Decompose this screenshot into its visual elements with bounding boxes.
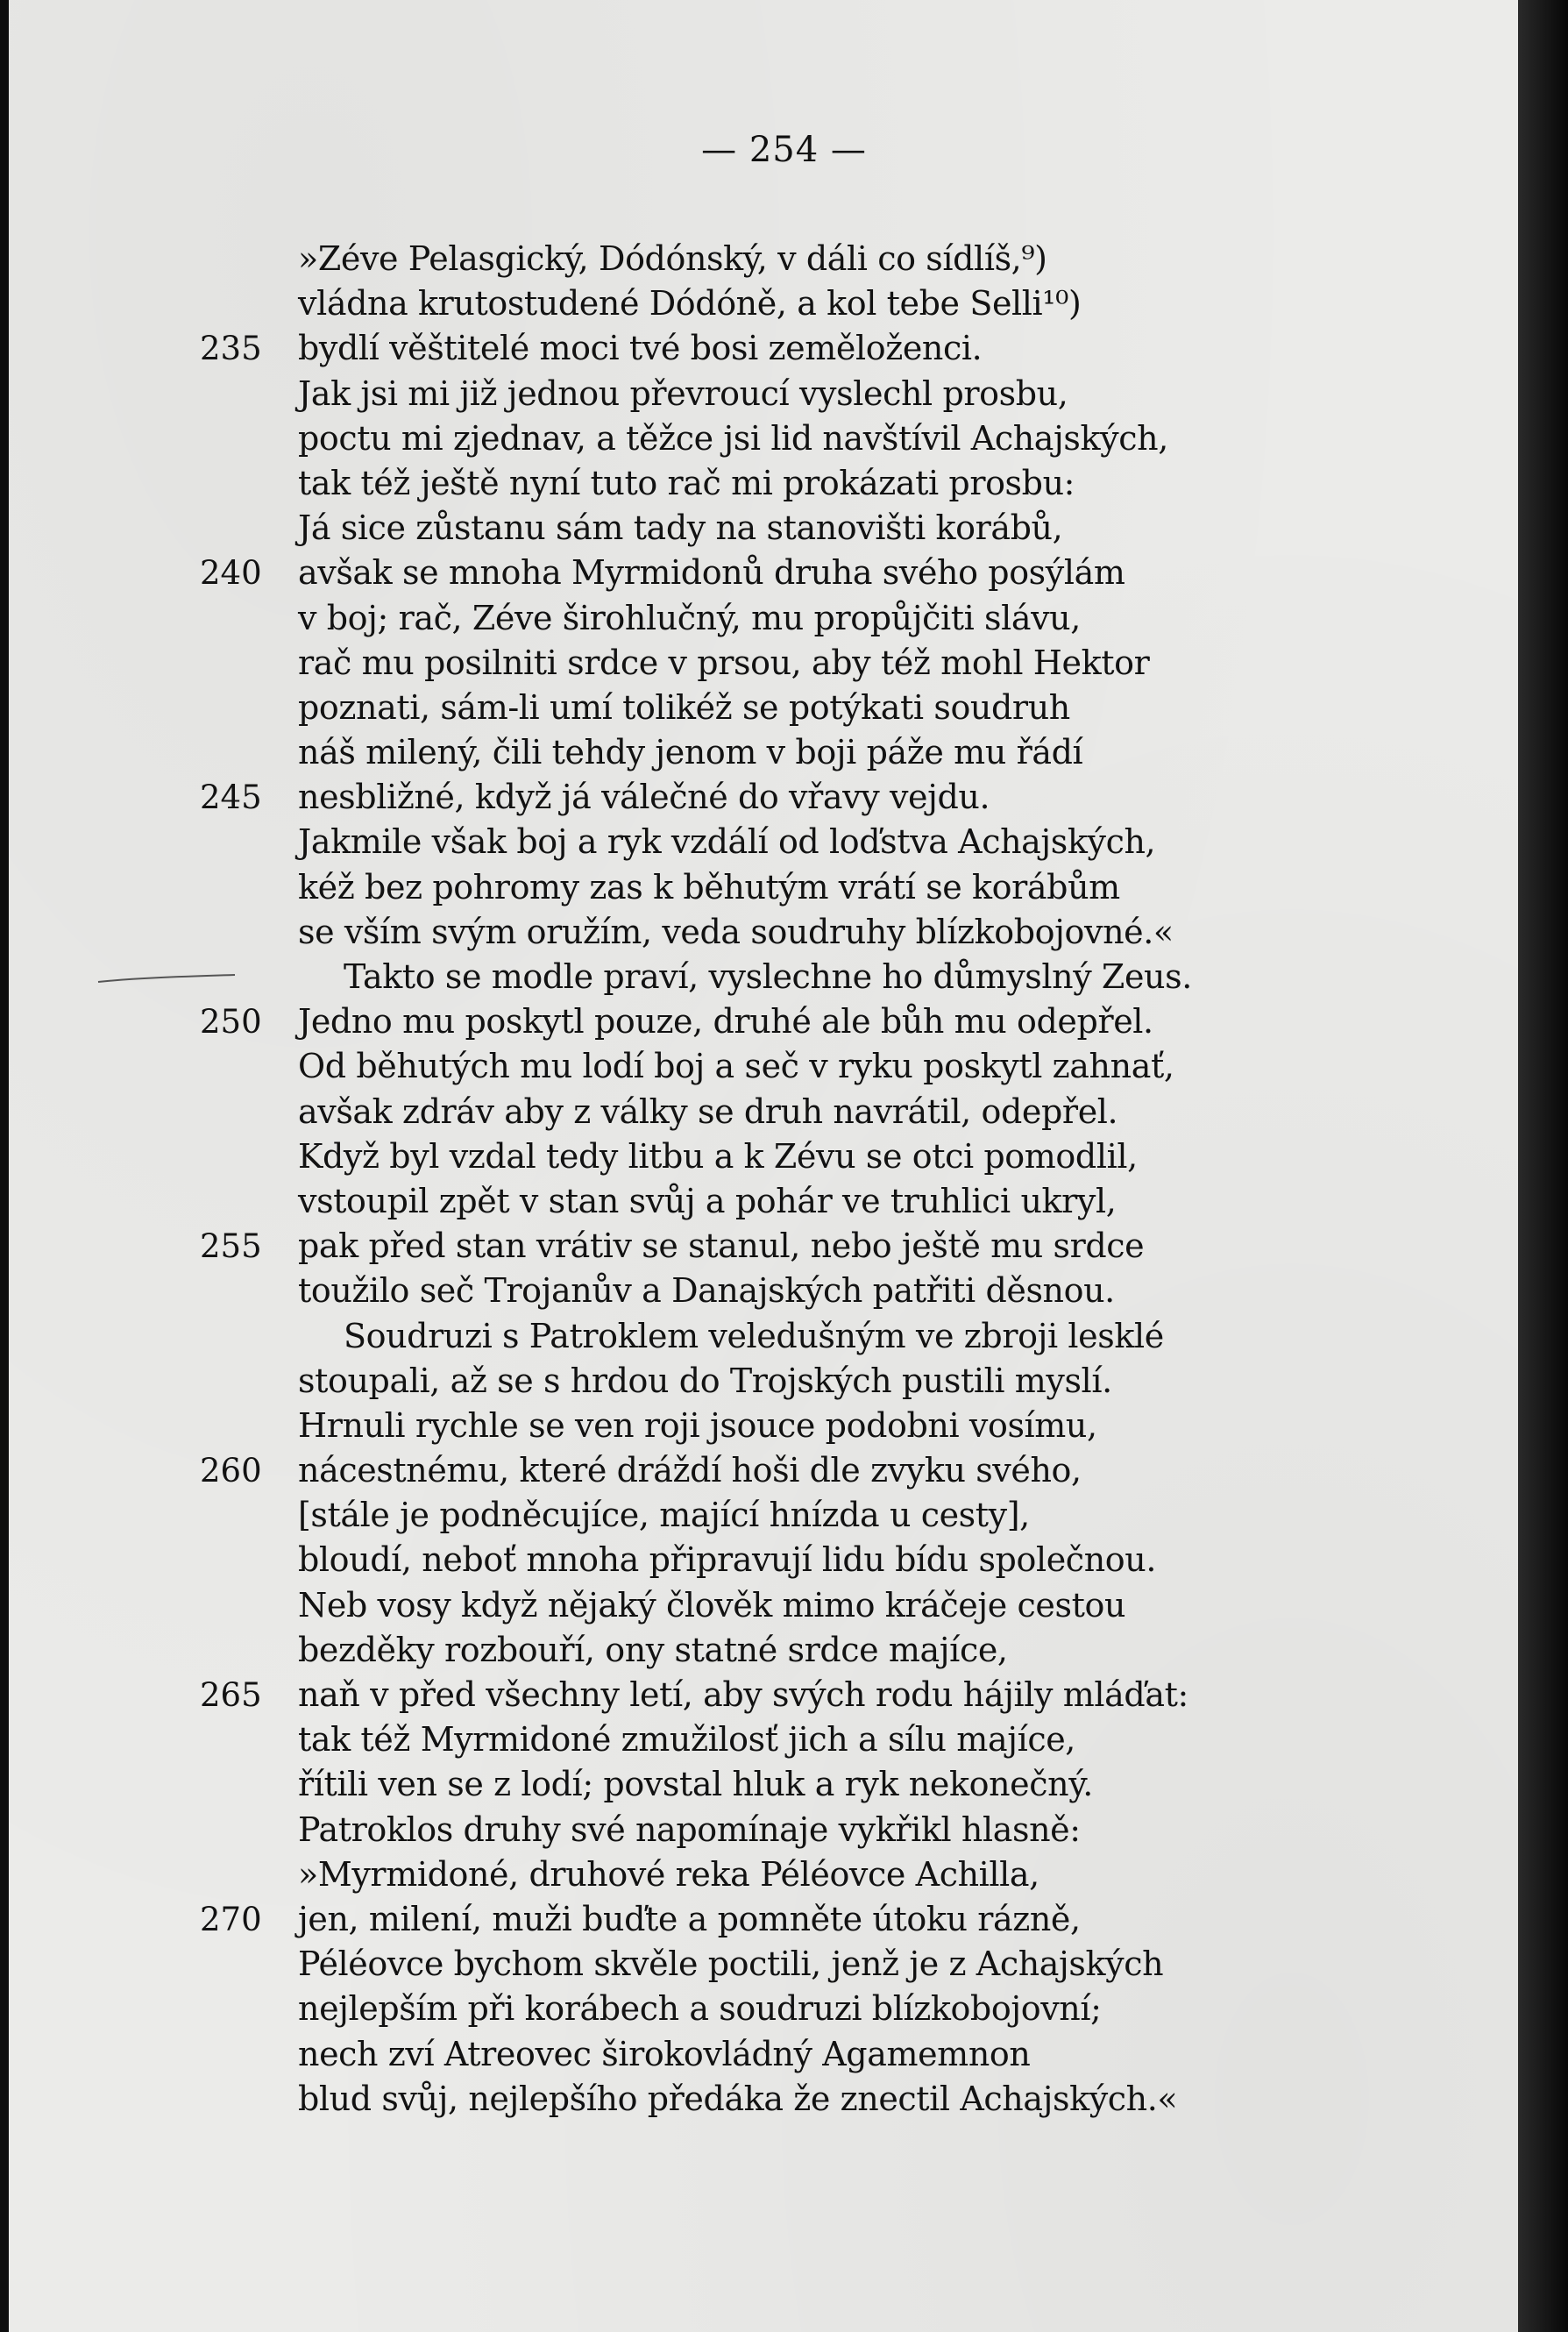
- verse-line: [0, 1224, 1518, 1269]
- verse-text: stoupali, až se s hrdou do Trojských pustili myslí.: [298, 1361, 1112, 1400]
- verse-line: [0, 1538, 1518, 1582]
- verse-line: [0, 1179, 1518, 1224]
- verse-text: »Zéve Pelasgický, Dódónský, v dáli co sídlíš,⁹): [298, 239, 1047, 278]
- verse-line: [0, 1044, 1518, 1089]
- verse-text: vstoupil zpět v stan svůj a pohár ve truhlici ukryl,: [298, 1181, 1117, 1220]
- verse-text: Já sice zůstanu sám tady na stanovišti korábů,: [298, 508, 1063, 548]
- verse-line: [0, 326, 1518, 371]
- verse-line: [0, 1269, 1518, 1313]
- verse-line: [0, 551, 1518, 595]
- verse-text: toužilo seč Trojanův a Danajských patřiti děsnou.: [298, 1271, 1115, 1311]
- verse-text: blud svůj, nejlepšího předáka že znectil Achajských.«: [298, 2079, 1178, 2118]
- verse-text: Jedno mu poskytl pouze, druhé ale bůh mu odepřel.: [298, 1002, 1153, 1042]
- verse-line: [0, 1942, 1518, 1987]
- verse-text: Když byl vzdal tedy litbu a k Zévu se otci pomodlil,: [298, 1136, 1138, 1176]
- line-number: 240: [200, 554, 262, 593]
- verse-text: vládna krutostudené Dódóně, a kol tebe Selli¹⁰): [298, 284, 1082, 323]
- verse-line: [0, 416, 1518, 461]
- scan-border: [1518, 0, 1568, 2332]
- verse-line: [0, 775, 1518, 820]
- verse-line: [0, 1762, 1518, 1807]
- verse-text: řítili ven se z lodí; povstal hluk a ryk nekonečný.: [298, 1765, 1093, 1804]
- verse-line: [0, 730, 1518, 775]
- verse-text: v boj; rač, Zéve širohlučný, mu propůjčiti slávu,: [298, 598, 1081, 637]
- verse-text: bydlí věštitelé moci tvé bosi zeměloženci.: [298, 329, 983, 368]
- verse-text: Soudruzi s Patroklem veledušným ve zbroji lesklé: [344, 1316, 1164, 1355]
- verse-line: [0, 461, 1518, 506]
- verse-line: [0, 1359, 1518, 1404]
- verse-text: bezděky rozbouří, ony statné srdce majíce,: [298, 1630, 1008, 1669]
- verse-text: Jakmile však boj a ryk vzdálí od loďstva Achajských,: [298, 822, 1156, 862]
- verse-text: poctu mi zjednav, a těžce jsi lid navštívil Achajských,: [298, 418, 1168, 458]
- verse-text: tak též Myrmidoné zmužilosť jich a sílu majíce,: [298, 1720, 1075, 1760]
- line-number: 235: [200, 330, 262, 368]
- verse-line: [0, 372, 1518, 416]
- verse-line: [0, 1134, 1518, 1179]
- verse-line: [0, 1673, 1518, 1717]
- verse-text: jen, milení, muži buďte a pomněte útoku rázně,: [298, 1899, 1081, 1938]
- verse-line: [0, 999, 1518, 1044]
- verse-text: Hrnuli rychle se ven roji jsouce podobni vosímu,: [298, 1405, 1097, 1445]
- verse-line: [0, 1090, 1518, 1134]
- verse-text: pak před stan vrátiv se stanul, nebo ještě mu srdce: [298, 1226, 1145, 1266]
- verse-text: Péléovce bychom skvěle poctili, jenž je z Achajských: [298, 1945, 1164, 1984]
- line-number: 250: [200, 1003, 262, 1042]
- poem-text: [0, 237, 1518, 2122]
- line-number: 255: [200, 1227, 262, 1266]
- verse-line: [0, 1628, 1518, 1673]
- verse-line: [0, 237, 1518, 281]
- verse-text: poznati, sám-li umí tolikéž se potýkati soudruh: [298, 687, 1070, 727]
- line-number: 260: [200, 1452, 262, 1490]
- verse-text: [stále je podněcujíce, mající hnízda u cesty],: [298, 1496, 1030, 1535]
- verse-line: [0, 686, 1518, 730]
- verse-text: nesbližné, když já válečné do vřavy vejdu.: [298, 778, 990, 817]
- verse-line: [0, 865, 1518, 910]
- verse-line: [0, 1808, 1518, 1852]
- verse-line: [0, 1897, 1518, 1942]
- verse-line: [0, 1493, 1518, 1538]
- verse-line: [0, 2077, 1518, 2122]
- verse-line: [0, 281, 1518, 326]
- verse-line: [0, 2032, 1518, 2077]
- verse-line: [0, 1852, 1518, 1897]
- verse-text: rač mu posilniti srdce v prsou, aby též mohl Hektor: [298, 643, 1150, 682]
- verse-line: [0, 820, 1518, 864]
- verse-line: [0, 641, 1518, 686]
- verse-text: kéž bez pohromy zas k běhutým vrátí se korábům: [298, 867, 1120, 906]
- verse-line: [0, 1314, 1518, 1359]
- verse-text: nech zví Atreovec širokovládný Agamemnon: [298, 2034, 1031, 2073]
- verse-text: náš milený, čili tehdy jenom v boji páže mu řádí: [298, 733, 1083, 772]
- verse-text: bloudí, neboť mnoha připravují lidu bídu společnou.: [298, 1540, 1156, 1580]
- verse-line: [0, 596, 1518, 641]
- line-number: 245: [200, 779, 262, 817]
- verse-line: [0, 1987, 1518, 2031]
- verse-text: avšak se mnoha Myrmidonů druha svého posýlám: [298, 553, 1125, 593]
- verse-line: [0, 1717, 1518, 1762]
- page-number: — 254 —: [701, 130, 867, 170]
- verse-line: [0, 1448, 1518, 1493]
- verse-text: Od běhutých mu lodí boj a seč v ryku poskytl zahnať,: [298, 1047, 1174, 1086]
- verse-line: [0, 1583, 1518, 1628]
- verse-text: tak též ještě nyní tuto rač mi prokázati prosbu:: [298, 463, 1075, 502]
- verse-text: Patroklos druhy své napomínaje vykřikl hlasně:: [298, 1809, 1081, 1849]
- verse-text: naň v před všechny letí, aby svých rodu hájily mláďat:: [298, 1675, 1188, 1714]
- verse-text: Neb vosy když nějaký člověk mimo kráčeje cestou: [298, 1585, 1126, 1625]
- verse-line: [0, 955, 1518, 999]
- verse-text: se vším svým oružím, veda soudruhy blízkobojovné.«: [298, 912, 1174, 951]
- line-number: 265: [200, 1676, 262, 1714]
- verse-text: Jak jsi mi již jednou převroucí vyslechl prosbu,: [298, 373, 1068, 413]
- verse-text: Takto se modle praví, vyslechne ho důmyslný Zeus.: [344, 957, 1192, 996]
- verse-text: nácestnému, které dráždí hoši dle zvyku svého,: [298, 1451, 1082, 1490]
- verse-text: »Myrmidoné, druhové reka Péléovce Achilla,: [298, 1854, 1039, 1894]
- verse-line: [0, 910, 1518, 955]
- verse-text: nejlepším při korábech a soudruzi blízkobojovní;: [298, 1989, 1102, 2029]
- verse-text: avšak zdráv aby z války se druh navrátil, odepřel.: [298, 1091, 1118, 1131]
- line-number: 270: [200, 1900, 262, 1938]
- verse-line: [0, 506, 1518, 551]
- verse-line: [0, 1404, 1518, 1448]
